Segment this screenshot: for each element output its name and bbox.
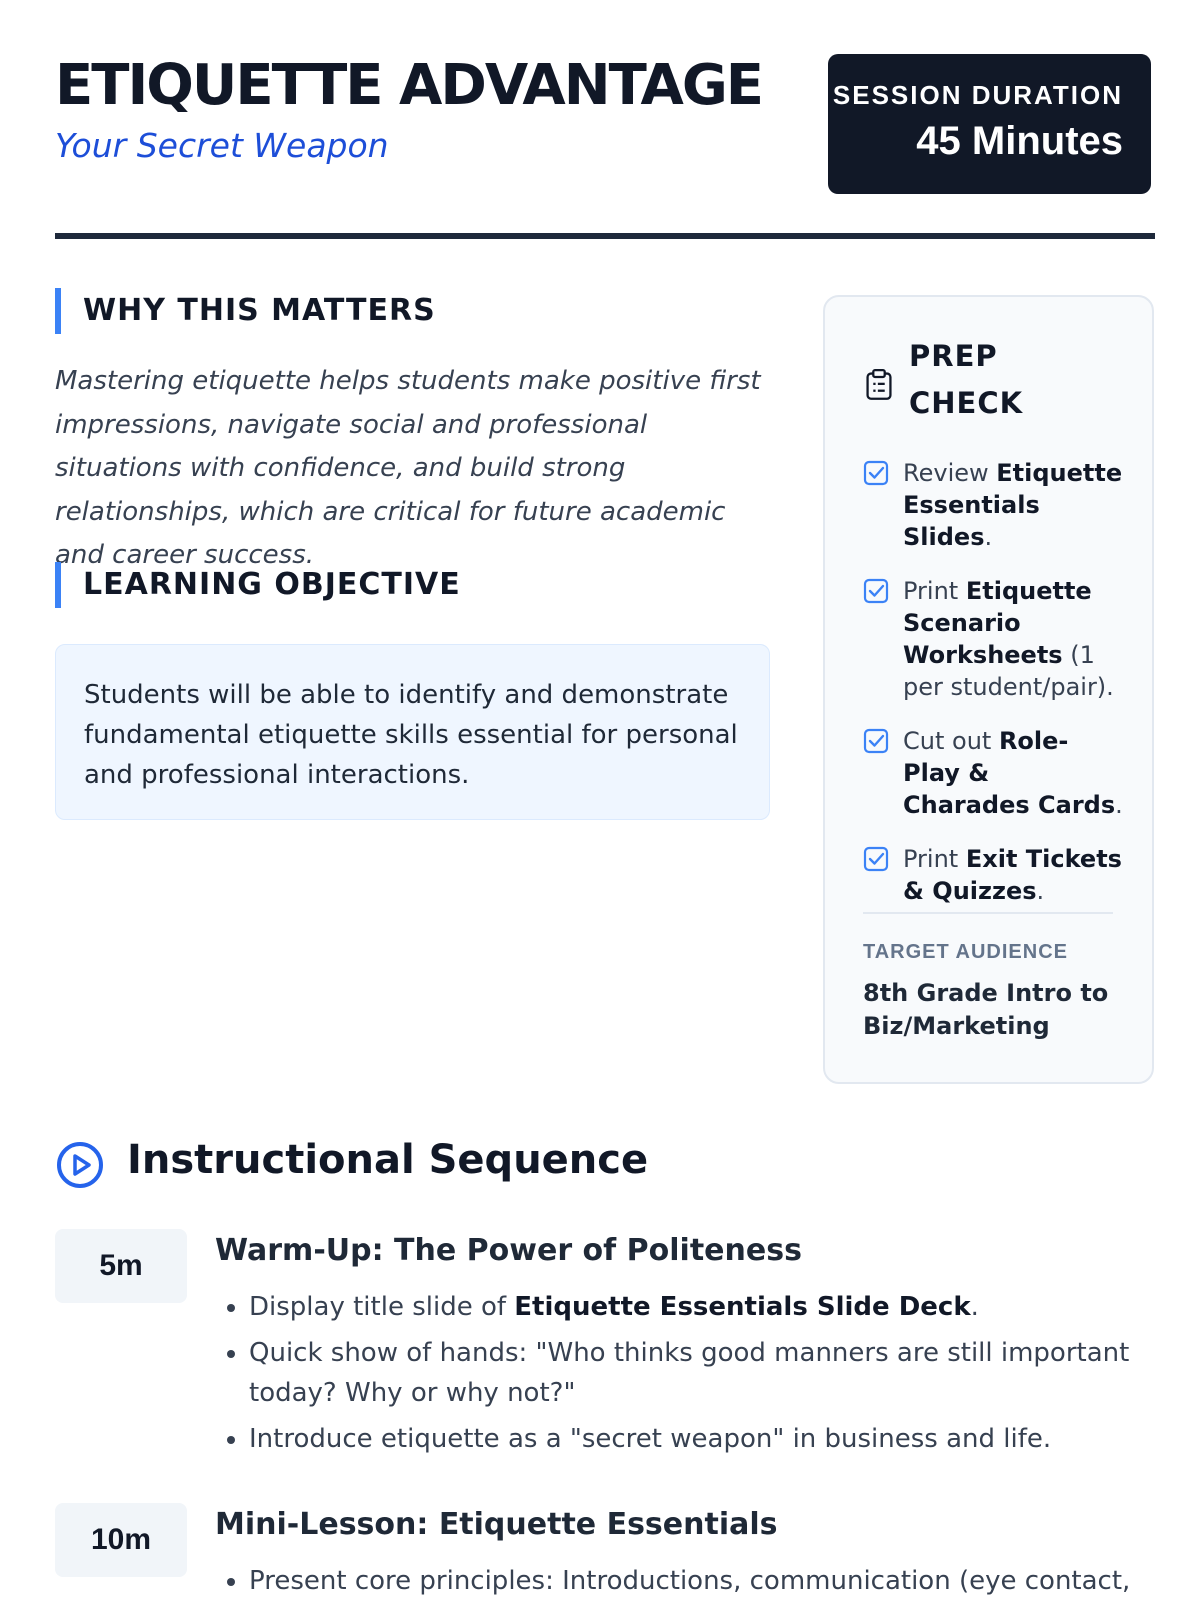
header [55, 52, 1155, 242]
text-run: . [1036, 877, 1045, 905]
checkbox-checked-icon [863, 460, 889, 486]
step-title: Warm-Up: The Power of Politeness [215, 1233, 802, 1268]
duration-label: SESSION DURATION [832, 80, 1123, 110]
prep-checklist-item [863, 725, 1123, 821]
text-run-bold: Etiquette Essentials Slides [903, 459, 1123, 551]
text-run: Display title slide of [249, 1292, 515, 1322]
step-time: 5m [55, 1229, 187, 1303]
text-run: . [984, 523, 993, 551]
objective-heading: LEARNING OBJECTIVE [55, 562, 461, 608]
text-run: Print [903, 845, 966, 873]
step-bullet [249, 1333, 1150, 1413]
clipboard-icon [865, 369, 893, 401]
checkbox-checked-icon [863, 578, 889, 604]
objective-box: Students will be able to identify and demonstrate fundamental etiquette skills essential for personal and professional interactions. [55, 644, 770, 820]
text-run: Quick show of hands: "Who thinks good manners are still important today? Why or why not?" [249, 1338, 1130, 1408]
duration-value: 45 Minutes [916, 119, 1123, 163]
text-run-bold: Exit Tickets & Quizzes [903, 845, 1122, 905]
text-run: Introduce etiquette as a "secret weapon" in business and life. [249, 1424, 1052, 1454]
text-run: Cut out [903, 727, 999, 755]
checkbox-checked-icon [863, 846, 889, 872]
audience-value: 8th Grade Intro to Biz/Marketing [863, 979, 1109, 1040]
text-run: Review [903, 459, 997, 487]
page-subtitle: Your Secret Weapon [55, 126, 389, 165]
text-run: (1 per student/pair). [903, 641, 1114, 701]
text-run-bold: Etiquette Scenario Worksheets [903, 577, 1092, 669]
prep-check-card [823, 295, 1154, 1084]
header-divider [55, 233, 1155, 239]
text-run: . [970, 1292, 979, 1322]
step-bullet [249, 1287, 1150, 1327]
session-duration-badge [828, 54, 1151, 194]
step-time: 10m [55, 1503, 187, 1577]
prep-title: PREP CHECK [909, 339, 1024, 420]
why-text: Mastering etiquette helps students make positive first impressions, navigate social and professional situations with confidence, and build strong relationships, which are critical for future academic and career success. [55, 366, 761, 570]
prep-checklist-item [863, 843, 1123, 907]
step-bullets [215, 1561, 1150, 1607]
prep-checklist-item [863, 457, 1123, 553]
text-run-bold: Etiquette Essentials Slide Deck [514, 1292, 971, 1322]
step-bullet [249, 1561, 1150, 1601]
text-run: . [1115, 791, 1123, 819]
text-run: Present core principles: Introductions, communication (eye contact, [249, 1566, 1131, 1596]
sequence-title: Instructional Sequence [127, 1137, 649, 1183]
audience-label: TARGET AUDIENCE [863, 941, 1068, 963]
prep-checklist-item [863, 575, 1123, 703]
play-circle-icon [55, 1140, 105, 1190]
step-bullet [249, 1419, 1150, 1459]
prep-checklist [863, 457, 1123, 929]
step-title: Mini-Lesson: Etiquette Essentials [215, 1507, 778, 1542]
text-run-bold: Role-Play & Charades Cards [903, 727, 1116, 819]
text-run: Print [903, 577, 966, 605]
checkbox-checked-icon [863, 728, 889, 754]
prep-divider [863, 912, 1113, 914]
step-bullets [215, 1287, 1150, 1465]
page-title: ETIQUETTE ADVANTAGE [55, 53, 763, 118]
why-heading: WHY THIS MATTERS [55, 288, 436, 334]
